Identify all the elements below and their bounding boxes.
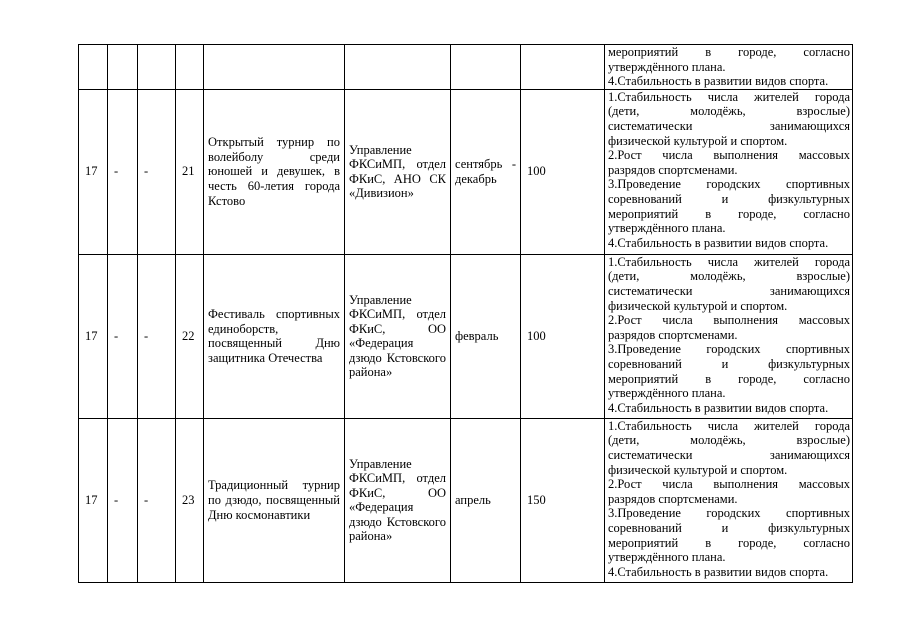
period-cell: февраль [451, 254, 521, 418]
result-line: утверждённого плана. [608, 59, 726, 74]
main-activity-cell: - [138, 89, 176, 254]
executor-cell: Управление ФКСиМП, отдел ФКиС, ОО «Федерация дзюдо Кстовского района» [345, 418, 451, 582]
cost-cell: 150 [521, 418, 605, 582]
result-line: разрядов спортсменами. [608, 162, 738, 177]
result-line: (дети, молодёжь, взрослые) [608, 104, 850, 119]
result-line: (дети, молодёжь, взрослые) [608, 433, 850, 448]
result-line: 3.Проведение городских спортивных [608, 506, 850, 521]
program-cell: 17 [79, 254, 108, 418]
item-number-cell: 23 [176, 418, 204, 582]
result-line: 1.Стабильность числа жителей города [608, 418, 850, 433]
result-line: мероприятий в городе, согласно [608, 45, 850, 59]
result-line: 4.Стабильность в развитии видов спорта. [608, 400, 829, 415]
item-number-cell: 22 [176, 254, 204, 418]
event-name-cell: Фестиваль спортивных единоборств, посвященный Дню защитника Отечества [204, 254, 345, 418]
program-cell [79, 45, 108, 90]
result-line: 4.Стабильность в развитии видов спорта. [608, 564, 829, 579]
subprogram-cell: - [108, 254, 138, 418]
event-name-cell: Традиционный турнир по дзюдо, посвященный Дню космонавтики [204, 418, 345, 582]
result-line: 1.Стабильность числа жителей города [608, 254, 850, 269]
expected-results-cell [605, 45, 853, 90]
result-line: систематически занимающихся [608, 118, 850, 133]
result-line: мероприятий в городе, согласно [608, 371, 850, 386]
table-row [79, 45, 853, 90]
period-cell: сентябрь - декабрь [451, 89, 521, 254]
table-row [79, 89, 853, 254]
result-line: 2.Рост числа выполнения массовых [608, 313, 850, 328]
result-line: 4.Стабильность в развитии видов спорта. [608, 74, 829, 89]
result-line: систематически занимающихся [608, 283, 850, 298]
result-line: физической культурой и спортом. [608, 298, 788, 313]
event-name-cell: Открытый турнир по волейболу среди юношей и девушек, в честь 60-летия города Кстово [204, 89, 345, 254]
result-line: систематически занимающихся [608, 447, 850, 462]
result-line: разрядов спортсменами. [608, 327, 738, 342]
cost-cell: 100 [521, 89, 605, 254]
result-line: утверждённого плана. [608, 550, 726, 565]
result-line: мероприятий в городе, согласно [608, 535, 850, 550]
result-line: 4.Стабильность в развитии видов спорта. [608, 235, 829, 250]
executor-cell: Управление ФКСиМП, отдел ФКиС, ОО «Федерация дзюдо Кстовского района» [345, 254, 451, 418]
expected-results-cell [605, 89, 853, 254]
result-line: соревнований и физкультурных [608, 191, 850, 206]
executor-cell [345, 45, 451, 90]
result-line: (дети, молодёжь, взрослые) [608, 269, 850, 284]
result-line: 2.Рост числа выполнения массовых [608, 148, 850, 163]
table-row [79, 254, 853, 418]
table-row [79, 418, 853, 582]
result-line: 1.Стабильность числа жителей города [608, 89, 850, 104]
main-activity-cell: - [138, 418, 176, 582]
period-cell: апрель [451, 418, 521, 582]
cost-cell: 100 [521, 254, 605, 418]
event-name-cell [204, 45, 345, 90]
result-line: утверждённого плана. [608, 386, 726, 401]
subprogram-cell: - [108, 418, 138, 582]
expected-results-cell [605, 418, 853, 582]
expected-results-cell [605, 254, 853, 418]
result-line: физической культурой и спортом. [608, 133, 788, 148]
result-line: утверждённого плана. [608, 221, 726, 236]
subprogram-cell [108, 45, 138, 90]
item-number-cell: 21 [176, 89, 204, 254]
program-cell: 17 [79, 418, 108, 582]
result-line: физической культурой и спортом. [608, 462, 788, 477]
item-number-cell [176, 45, 204, 90]
executor-cell: Управление ФКСиМП, отдел ФКиС, АНО СК «Дивизион» [345, 89, 451, 254]
result-line: разрядов спортсменами. [608, 491, 738, 506]
result-line: 3.Проведение городских спортивных [608, 177, 850, 192]
main-activity-cell: - [138, 254, 176, 418]
result-line: 3.Проведение городских спортивных [608, 342, 850, 357]
program-cell: 17 [79, 89, 108, 254]
result-line: соревнований и физкультурных [608, 356, 850, 371]
period-cell [451, 45, 521, 90]
program-table [78, 44, 853, 583]
cost-cell [521, 45, 605, 90]
subprogram-cell: - [108, 89, 138, 254]
result-line: 2.Рост числа выполнения массовых [608, 477, 850, 492]
result-line: мероприятий в городе, согласно [608, 206, 850, 221]
table-body [79, 45, 853, 583]
main-activity-cell [138, 45, 176, 90]
result-line: соревнований и физкультурных [608, 520, 850, 535]
